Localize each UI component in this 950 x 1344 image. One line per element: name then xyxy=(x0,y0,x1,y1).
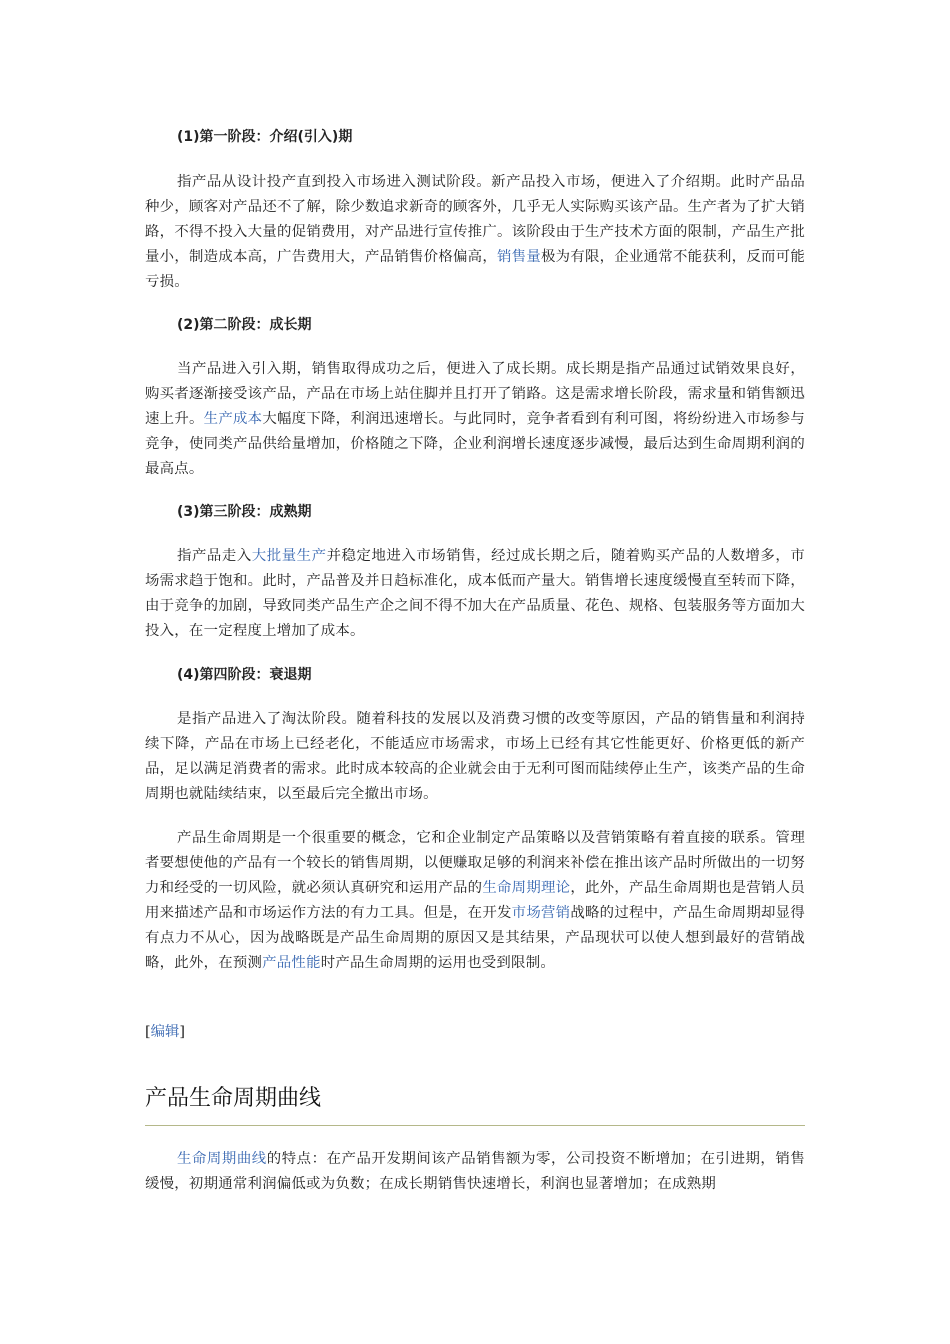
edit-link[interactable]: 编辑 xyxy=(150,1024,180,1040)
link-life-cycle-curve[interactable]: 生命周期曲线 xyxy=(177,1151,267,1167)
stage-3-heading: (3)第三阶段：成熟期 xyxy=(177,504,312,520)
stage-3-paragraph xyxy=(145,544,805,644)
stage-2-paragraph xyxy=(145,357,805,482)
stage-1-text-a: 指产品从设计投产直到投入市场进入测试阶段。新产品投入市场，便进入了介绍期。此时产品品种少，顾客对产品还不了解，除少数追求新奇的顾客外，几乎无人实际购买该产品。生产者为了扩大销路，不得不投入大量的促销费用，对产品进行宣传推广。该阶段由于生产技术方面的限制，产品生产批量小，制造成本高，广告费用大，产品销售价格偏高， xyxy=(145,174,805,265)
link-sales-volume[interactable]: 销售量 xyxy=(497,249,541,265)
stage-3-text-b: 并稳定地进入市场销售，经过成长期之后，随着购买产品的人数增多，市场需求趋于饱和。此时，产品普及并日趋标准化，成本低而产量大。销售增长速度缓慢直至转而下降，由于竞争的加剧，导致同类产品生产企之间不得不加大在产品质量、花色、规格、包装服务等方面加大投入，在一定程度上增加了成本。 xyxy=(145,548,805,639)
edit-bracket-open: [ xyxy=(145,1024,151,1040)
summary-text-d: 时产品生命周期的运用也受到限制。 xyxy=(320,955,555,971)
stage-3-text-a: 指产品走入 xyxy=(177,548,252,564)
edit-bracket-close: ] xyxy=(179,1024,186,1040)
stage-1-paragraph xyxy=(145,170,805,295)
summary-text-a: 产品生命周期是一个很重要的概念，它和企业制定产品策略以及营销策略有着直接的联系。管理者要想使他的产品有一个较长的销售周期，以便赚取足够的利润来补偿在推出该产品时所做出的一切努力和经受的一切风险，就必须认真研究和运用产品的 xyxy=(145,830,805,896)
curve-paragraph xyxy=(145,1147,805,1197)
stage-2-heading: (2)第二阶段：成长期 xyxy=(177,317,312,333)
section-title: 产品生命周期曲线 xyxy=(145,1086,322,1111)
link-product-performance[interactable]: 产品性能 xyxy=(262,955,321,971)
summary-paragraph xyxy=(145,826,805,976)
stage-2-text-a: 当产品进入引入期，销售取得成功之后，便进入了成长期。成长期是指产品通过试销效果良好，购买者逐渐接受该产品，产品在市场上站住脚并且打开了销路。这是需求增长阶段，需求量和销售额迅速上升。 xyxy=(145,361,805,427)
stage-2-text-b: 大幅度下降，利润迅速增长。与此同时，竞争者看到有利可图，将纷纷进入市场参与竞争，使同类产品供给量增加，价格随之下降，企业利润增长速度逐步减慢，最后达到生命周期利润的最高点。 xyxy=(145,411,805,477)
summary-text-b: ，此外，产品生命周期也是营销人员用来描述产品和市场运作方法的有力工具。但是，在开发 xyxy=(145,880,805,921)
link-production-cost[interactable]: 生产成本 xyxy=(203,411,263,427)
edit-section xyxy=(145,1022,185,1042)
stage-1-text-b: 极为有限，企业通常不能获利，反而可能亏损。 xyxy=(145,249,805,290)
link-life-cycle-theory[interactable]: 生命周期理论 xyxy=(482,880,571,896)
summary-text-c: 战略的过程中，产品生命周期却显得有点力不从心，因为战略既是产品生命周期的原因又是其结果，产品现状可以使人想到最好的营销战略，此外，在预测 xyxy=(145,905,805,971)
stage-4-paragraph: 是指产品进入了淘汰阶段。随着科技的发展以及消费习惯的改变等原因，产品的销售量和利润持续下降，产品在市场上已经老化，不能适应市场需求，市场上已经有其它性能更好、价格更低的新产品，足以满足消费者的需求。此时成本较高的企业就会由于无利可图而陆续停止生产，该类产品的生命周期也就陆续结束，以至最后完全撤出市场。 xyxy=(145,711,805,802)
stage-1-heading: (1)第一阶段：介绍(引入)期 xyxy=(177,129,353,145)
link-mass-production[interactable]: 大批量生产 xyxy=(251,548,327,564)
link-marketing[interactable]: 市场营销 xyxy=(511,905,571,921)
curve-text-a: 的特点：在产品开发期间该产品销售额为零，公司投资不断增加；在引进期，销售缓慢，初期通常利润偏低或为负数；在成长期销售快速增长，利润也显著增加；在成熟期 xyxy=(145,1151,805,1192)
stage-4-heading: (4)第四阶段：衰退期 xyxy=(177,667,312,683)
section-divider xyxy=(145,1125,805,1126)
